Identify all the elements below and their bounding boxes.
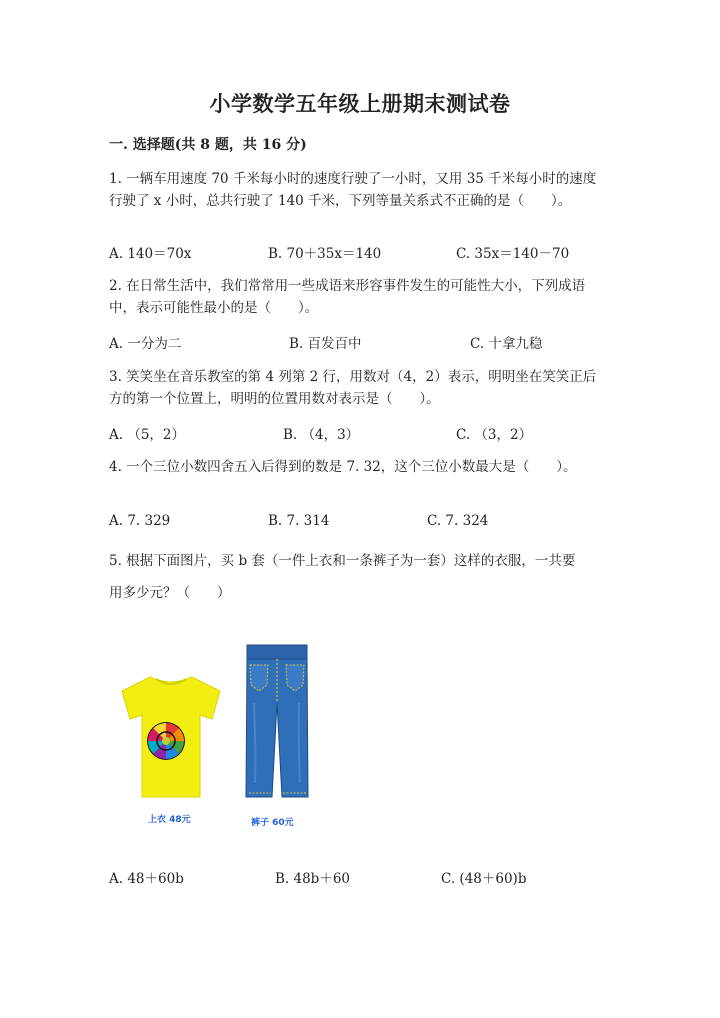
question-3-option-b[interactable]: B. （4，3） [283, 427, 360, 443]
question-4-option-b[interactable]: B. 7. 314 [268, 513, 330, 529]
page-title: 小学数学五年级上册期末测试卷 [209, 91, 511, 116]
shirt-price-caption: 上衣 48元 [148, 815, 191, 825]
question-5-option-a[interactable]: A. 48＋60b [109, 871, 184, 887]
question-2-option-b[interactable]: B. 百发百中 [289, 336, 362, 352]
question-1-text: 1. 一辆车用速度 70 千米每小时的速度行驶了一小时，又用 35 千米每小时的速度行驶了 x 小时，总共行驶了 140 千米，下列等量关系式不正确的是（ ）。 [109, 171, 597, 209]
question-4-text: 4. 一个三位小数四舍五入后得到的数是 7. 32，这个三位小数最大是（ ）。 [109, 459, 577, 475]
question-3-option-a[interactable]: A. （5，2） [109, 427, 186, 443]
pants-price-caption: 裤子 60元 [251, 818, 294, 828]
pants-image [242, 643, 312, 801]
question-2-option-a[interactable]: A. 一分为二 [109, 336, 182, 352]
question-3-text: 3. 笑笑坐在音乐教室的第 4 列第 2 行，用数对（4，2）表示，明明坐在笑笑正后方的第一个位置上，明明的位置用数对表示是（ ）。 [109, 369, 597, 407]
question-5-option-b[interactable]: B. 48b＋60 [275, 871, 351, 887]
question-1-option-a[interactable]: A. 140＝70x [109, 246, 192, 262]
question-5-text-line-2: 用多少元？（ ） [109, 585, 231, 601]
question-5-text-line-1: 5. 根据下面图片，买 b 套（一件上衣和一条裤子为一套）这样的衣服，一共要 [109, 553, 576, 569]
question-4-option-a[interactable]: A. 7. 329 [109, 513, 171, 529]
question-3-option-c[interactable]: C. （3，2） [456, 427, 533, 443]
tshirt-image [116, 673, 226, 803]
question-1-option-b[interactable]: B. 70＋35x＝140 [268, 246, 382, 262]
shirt-pattern [147, 722, 185, 760]
question-1-option-c[interactable]: C. 35x＝140－70 [456, 246, 570, 262]
question-2-text: 2. 在日常生活中，我们常常用一些成语来形容事件发生的可能性大小，下列成语中，表示可能性最小的是（ ）。 [109, 278, 586, 316]
question-4-option-c[interactable]: C. 7. 324 [427, 513, 489, 529]
section-heading: 一. 选择题(共 8 题，共 16 分) [109, 137, 307, 153]
question-2-option-c[interactable]: C. 十拿九稳 [470, 336, 543, 352]
question-5-option-c[interactable]: C. (48＋60)b [441, 871, 527, 887]
